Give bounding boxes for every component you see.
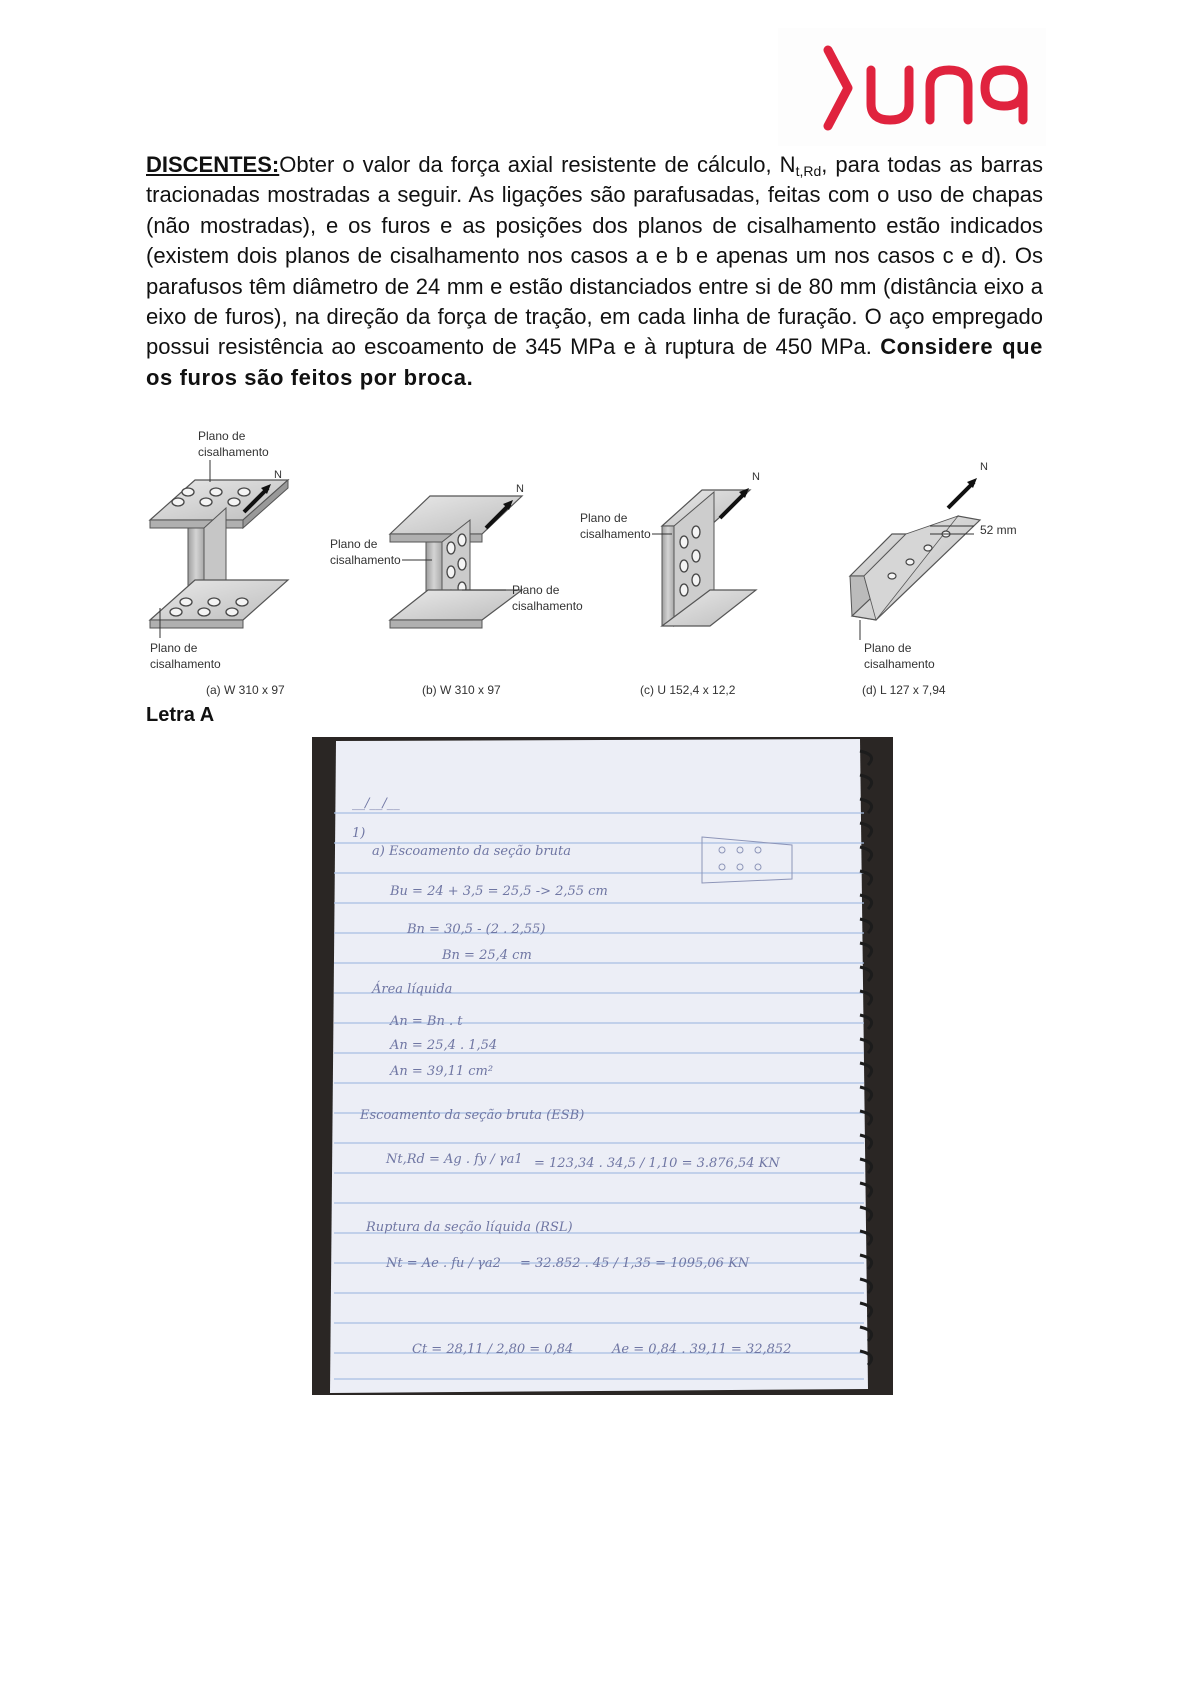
- notebook-photo: [312, 737, 893, 1395]
- hw-line-3: a) Escoamento da seção bruta: [372, 844, 571, 859]
- hw-line-9: An = 25,4 . 1,54: [390, 1038, 498, 1053]
- instructions-text-2: , para todas as barras tracionadas mostradas a seguir. As ligações são parafusadas, feitas com o uso de chapas (não mostradas), e os furos e as posições dos planos de cisalhamento estão indicados (existem dois planos de cisalhamento nos casos a e b e apenas um nos casos c e d). Os parafusos têm diâmetro de 24 mm e estão distanciados entre si de 80 mm (distância eixo a eixo de furos), na direção da força de tração, em cada linha de furação. O aço empregado possui resistência ao escoamento de 345 MPa e à ruptura de 450 MPa.: [146, 152, 1043, 360]
- panel-c: [580, 471, 760, 697]
- hw-line-16: = 32.852 . 45 / 1,35 = 1095,06 KN: [520, 1256, 750, 1271]
- shear-plane-label-a-top-2: cisalhamento: [198, 445, 269, 459]
- section-label: Letra A: [146, 704, 215, 726]
- shear-plane-label-b-left-1: Plano de: [330, 537, 378, 551]
- shear-plane-label-b-right-1: Plano de: [512, 583, 560, 597]
- discentes-label: DISCENTES:: [146, 152, 280, 177]
- shear-plane-label-a-top-1: Plano de: [198, 430, 246, 443]
- hw-line-10: An = 39,11 cm²: [390, 1064, 494, 1079]
- hw-line-8: An = Bn . t: [390, 1014, 463, 1029]
- caption-c: (c) U 152,4 x 12,2: [640, 683, 736, 697]
- caption-a: (a) W 310 x 97: [206, 683, 285, 697]
- profiles-figure: [140, 430, 1060, 700]
- shear-plane-label-d-2: cisalhamento: [864, 657, 935, 671]
- force-label-d: N: [980, 461, 988, 473]
- hw-line-7: Área líquida: [372, 982, 453, 997]
- instructions-text-1: Obter o valor da força axial resistente de cálculo, N: [279, 152, 796, 177]
- hw-line-1: __/__/__: [352, 796, 400, 811]
- force-label-c: N: [752, 471, 760, 483]
- shear-plane-label-b-right-2: cisalhamento: [512, 599, 583, 613]
- hw-line-18: Ae = 0,84 . 39,11 = 32,852: [612, 1342, 792, 1357]
- shear-plane-label-a-bottom-2: cisalhamento: [150, 657, 221, 671]
- panel-d: [850, 461, 1017, 697]
- hw-line-11: Escoamento da seção bruta (ESB): [360, 1108, 585, 1123]
- hw-line-4: Bu = 24 + 3,5 = 25,5 -> 2,55 cm: [390, 884, 608, 899]
- hw-line-13: = 123,34 . 34,5 / 1,10 = 3.876,54 KN: [534, 1156, 780, 1171]
- hw-line-2: 1): [352, 826, 366, 841]
- instructions-emphasis: Considere que os furos são feitos por broca.: [146, 334, 1043, 390]
- force-label-b: N: [516, 483, 524, 495]
- shear-plane-label-c-1: Plano de: [580, 511, 628, 525]
- caption-d: (d) L 127 x 7,94: [862, 683, 946, 697]
- shear-plane-label-c-2: cisalhamento: [580, 527, 651, 541]
- panel-b: [330, 483, 583, 697]
- shear-plane-label-b-left-2: cisalhamento: [330, 553, 401, 567]
- hw-line-17: Ct = 28,11 / 2,80 = 0,84: [412, 1342, 574, 1357]
- hw-line-14: Ruptura da seção líquida (RSL): [366, 1220, 573, 1235]
- caption-b: (b) W 310 x 97: [422, 683, 501, 697]
- hw-line-15: Nt = Ae . fu / γa2: [386, 1256, 501, 1271]
- symbol-subscript: t,Rd: [795, 163, 822, 179]
- dimension-label-d: 52 mm: [980, 523, 1017, 537]
- hw-line-6: Bn = 25,4 cm: [442, 948, 532, 963]
- shear-plane-label-a-bottom-1: Plano de: [150, 641, 198, 655]
- hw-line-12: Nt,Rd = Ag . fy / γa1: [386, 1152, 523, 1167]
- hw-line-5: Bn = 30,5 - (2 . 2,55): [407, 922, 546, 937]
- shear-plane-label-d-1: Plano de: [864, 641, 912, 655]
- force-label-a: N: [274, 469, 282, 481]
- panel-a: [150, 430, 288, 697]
- una-logo: [778, 28, 1046, 146]
- instructions-paragraph: [146, 150, 1043, 393]
